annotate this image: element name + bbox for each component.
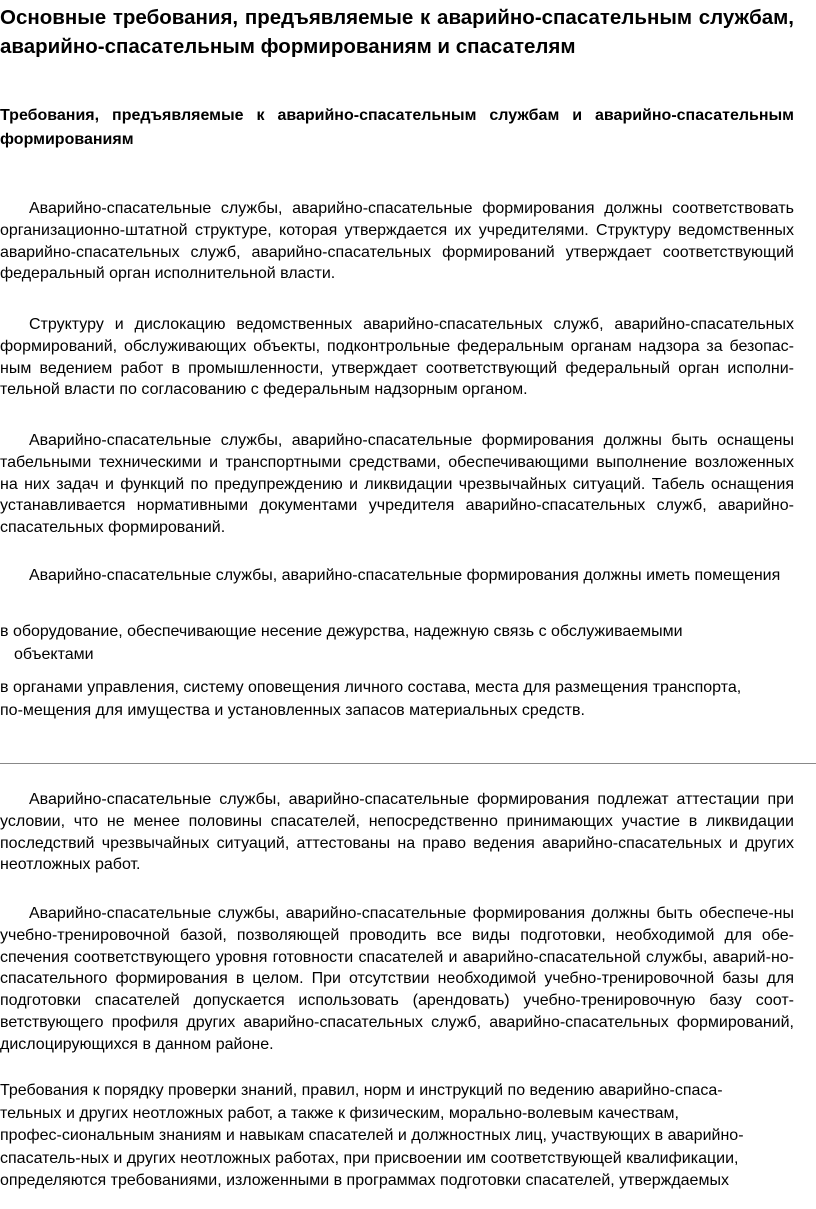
knowledge-line-2: тельных и других неотложных работ, а также к физическим, морально-волевым качествам, xyxy=(0,1104,679,1122)
knowledge-line-1: Требования к порядку проверки знаний, правил, норм и инструкций по ведению аварийно-спаса- xyxy=(0,1082,723,1099)
paragraph-training-base: Аварийно-спасательные службы, аварийно-спасательные формирования должны быть обеспече-ны учебно-тренировочной базой, позволяющей проводить все виды подготовки, необходимой для обе-спечения соответствующего уровня готовности спасателей и аварийно-спасательной службы, аварий-но-спасательного формирования в целом. При отсутствии необходимой учебно-тренировочной базы для подготовки спасателей допускается использовать (арендовать) учебно-тренировочную базу соот-ветствующего профиля других аварийно-спасательных служб, аварийно-спасательных формирований, дислоцирующихся в данном районе. xyxy=(0,905,794,1053)
page-title: Основные требования, предъявляемые к аварийно-спасательным службам, аварийно-спасательным формированиям и спасателям xyxy=(0,6,794,58)
knowledge-line-3: профес-сиональным знаниям и навыкам спасателей и должностных лиц, участвующих в аварийно- xyxy=(0,1127,744,1144)
paragraph-premises-duty xyxy=(0,621,794,666)
premises-management-line-2: по-мещения для имущества и установленных запасов материальных средств. xyxy=(0,701,585,719)
paragraph-premises-management xyxy=(0,677,794,722)
paragraph-premises: Аварийно-спасательные службы, аварийно-спасательные формирования должны иметь помещения xyxy=(29,567,781,584)
paragraph-knowledge-requirements xyxy=(0,1080,794,1193)
section-heading: Требования, предъявляемые к аварийно-спасательным службам и аварийно-спасательным формированиям xyxy=(0,107,794,148)
paragraph-attestation: Аварийно-спасательные службы, аварийно-спасательные формирования подлежат аттестации при условии, что не менее половины спасателей, непосредственно принимающих участие в ликвидации последствий чрезвычайных ситуаций, аттестованы на право ведения аварийно-спасательных и других неотложных работ. xyxy=(0,791,794,874)
knowledge-line-5: определяются требованиями, изложенными в программах подготовки спасателей, утверждаемых xyxy=(0,1172,729,1189)
premises-management-line-1: в органами управления, систему оповещения личного состава, места для размещения транспорта, xyxy=(0,679,742,696)
paragraph-dislocation: Структуру и дислокацию ведомственных аварийно-спасательных служб, аварийно-спасательных формирований, обслуживающих объекты, подконтрольные федеральным органам надзора за безопас-ным ведением работ в промышленности, утверждает соответствующий федеральный орган исполни-тельной власти по согласованию с федеральным надзорным органом. xyxy=(0,316,794,399)
premises-duty-line-1: в оборудование, обеспечивающие несение дежурства, надежную связь с обслуживаемыми xyxy=(0,623,683,640)
paragraph-structure: Аварийно-спасательные службы, аварийно-спасательные формирования должны соответствовать организационно-штатной структуре, которая утверждается их учредителями. Структуру ведомственных аварийно-спасательных служб, аварийно-спасательных формирований утверждает соответствующий федеральный орган исполнительной власти. xyxy=(0,200,794,283)
horizontal-divider xyxy=(0,763,816,764)
paragraph-equipment: Аварийно-спасательные службы, аварийно-спасательные формирования должны быть оснащены табельными техническими и транспортными средствами, обеспечивающими выполнение возложенных на них задач и функций по предупреждению и ликвидации чрезвычайных ситуаций. Табель оснащения устанавливается нормативными документами учредителя аварийно-спасательных служб, аварийно-спасательных формирований. xyxy=(0,432,794,537)
knowledge-line-4: спасатель-ных и других неотложных работах, при присвоении им соответствующей квалификации, xyxy=(0,1149,739,1167)
premises-duty-line-2: объектами xyxy=(14,645,94,663)
